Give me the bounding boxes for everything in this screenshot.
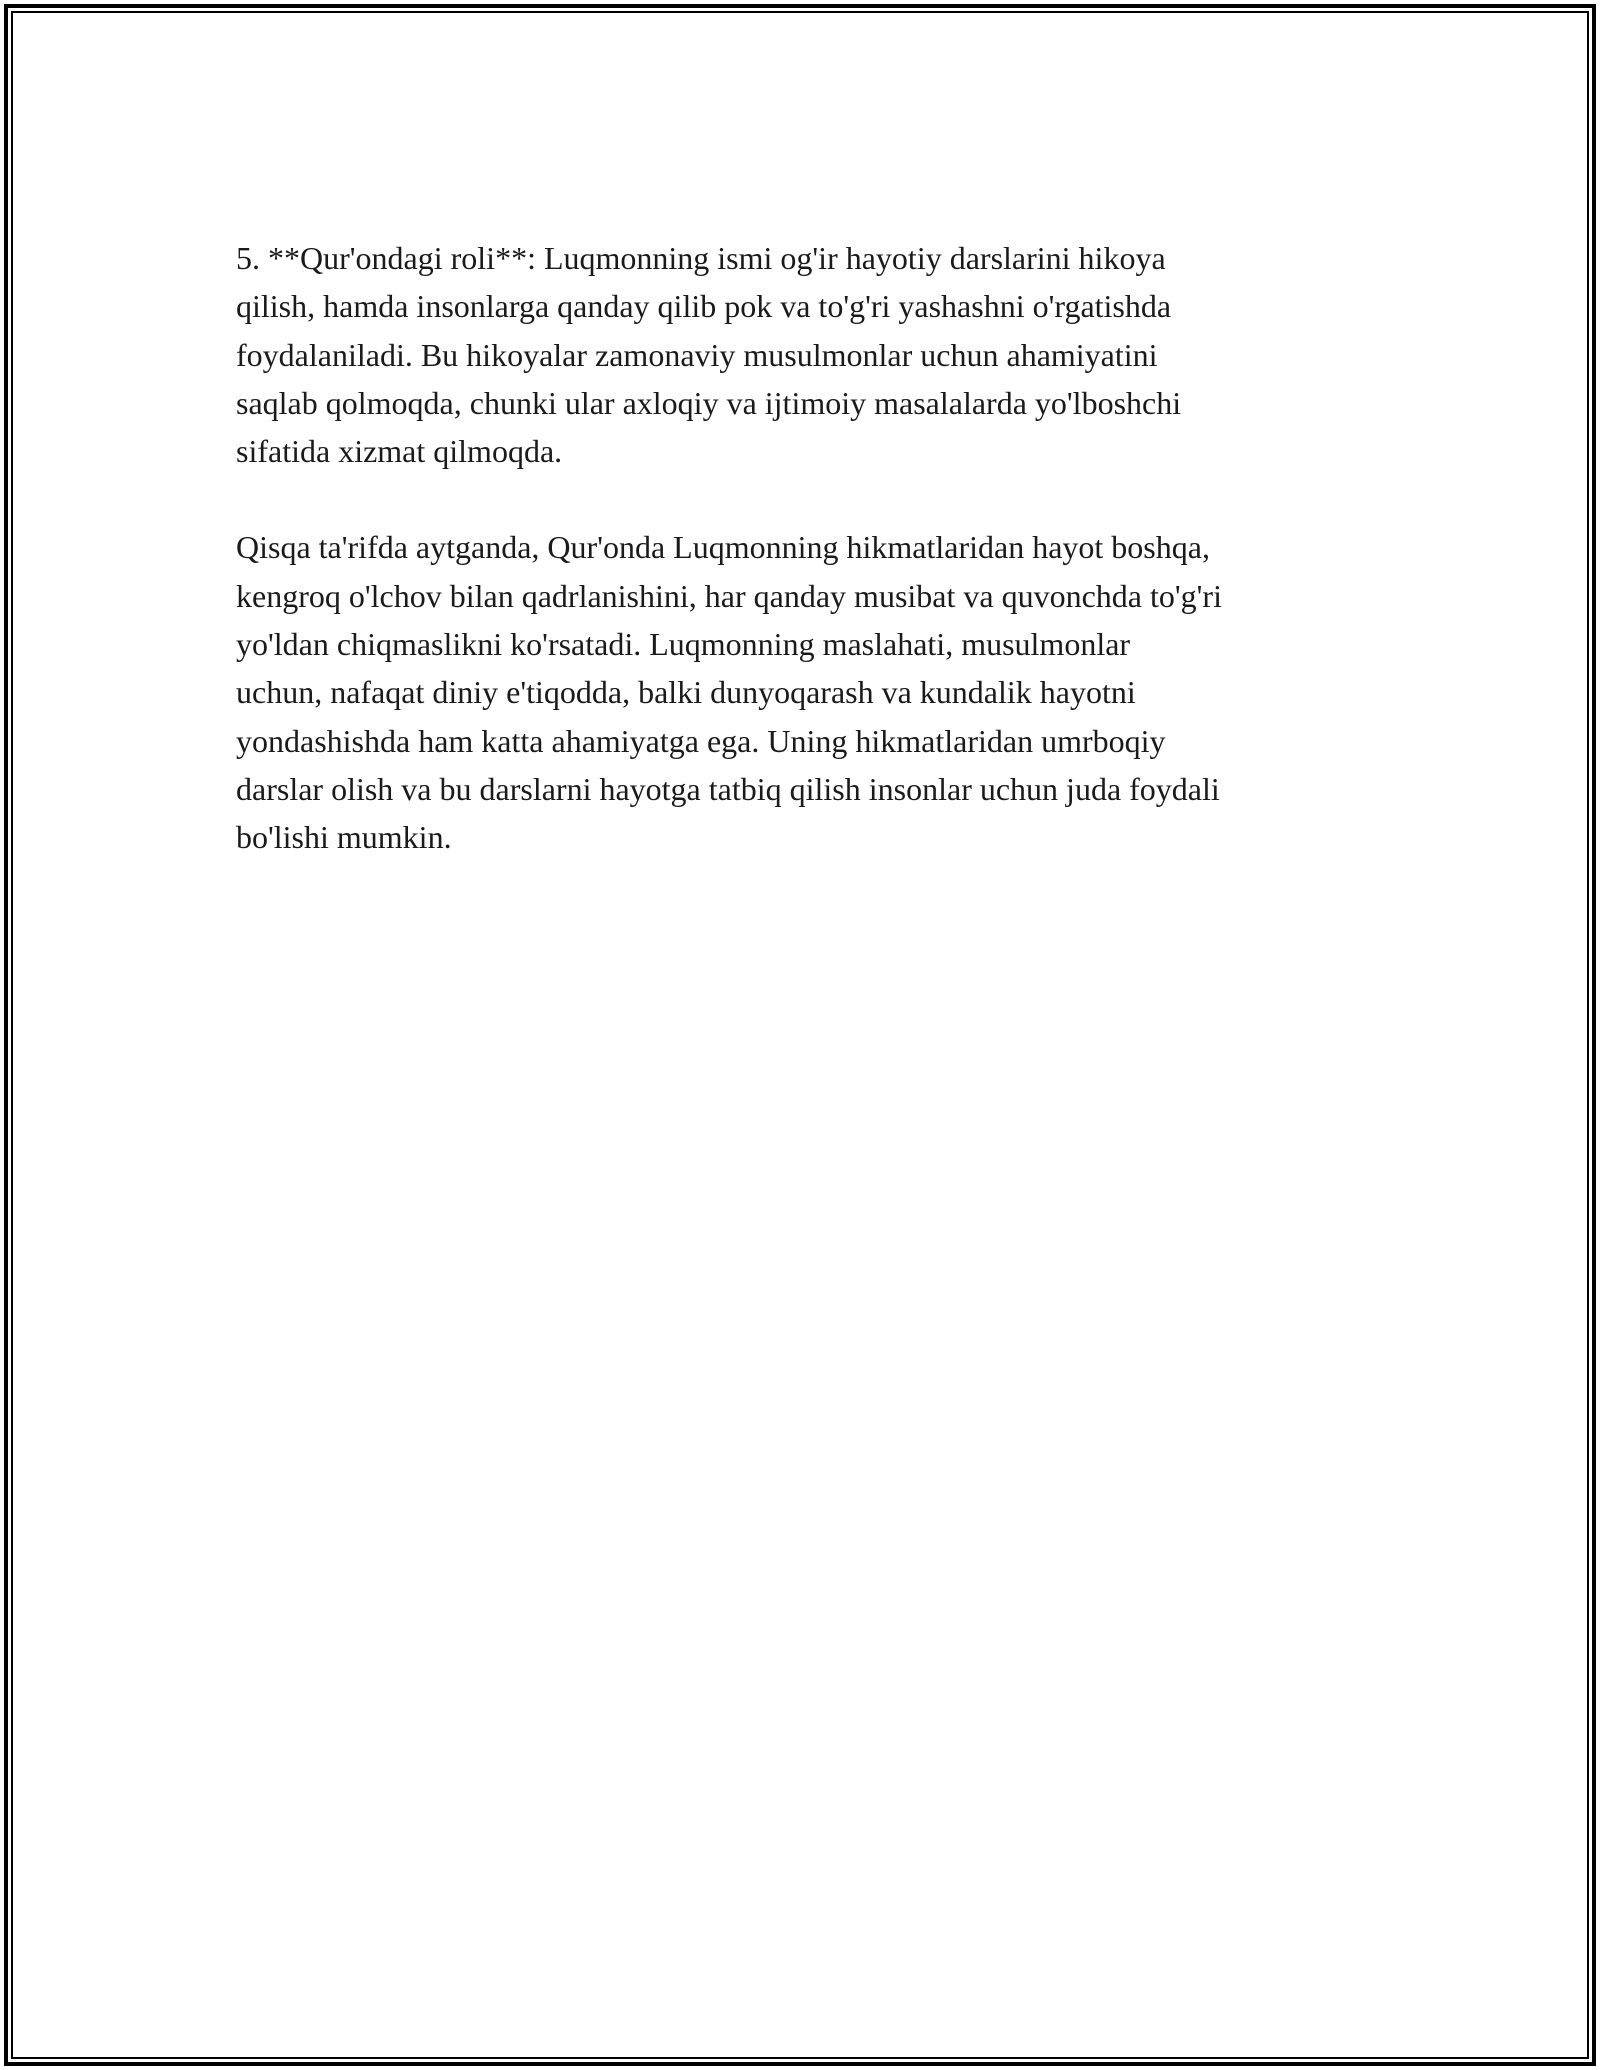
document-body xyxy=(236,234,1386,862)
paragraph-summary: Qisqa ta'rifda aytganda, Qur'onda Luqmonning hikmatlaridan hayot boshqa, kengroq o'lchov bilan qadrlanishini, har qanday musibat va quvonchda to'g'ri yo'ldan chiqmaslikni ko'rsatadi. Luqmonning maslahati, musulmonlar uchun, nafaqat diniy e'tiqodda, balki dunyoqarash va kundalik hayotni yondashishda ham katta ahamiyatga ega. Uning hikmatlaridan umrboqiy darslar olish va bu darslarni hayotga tatbiq qilish insonlar uchun juda foydali bo'lishi mumkin. xyxy=(236,529,1222,856)
paragraph-quran-role: 5. **Qur'ondagi roli**: Luqmonning ismi og'ir hayotiy darslarini hikoya qilish, hamda insonlarga qanday qilib pok va to'g'ri yashashni o'rgatishda foydalaniladi. Bu hikoyalar zamonaviy musulmonlar uchun ahamiyatini saqlab qolmoqda, chunki ular axloqiy va ijtimoiy masalalarda yo'lboshchi sifatida xizmat qilmoqda. xyxy=(236,240,1182,470)
